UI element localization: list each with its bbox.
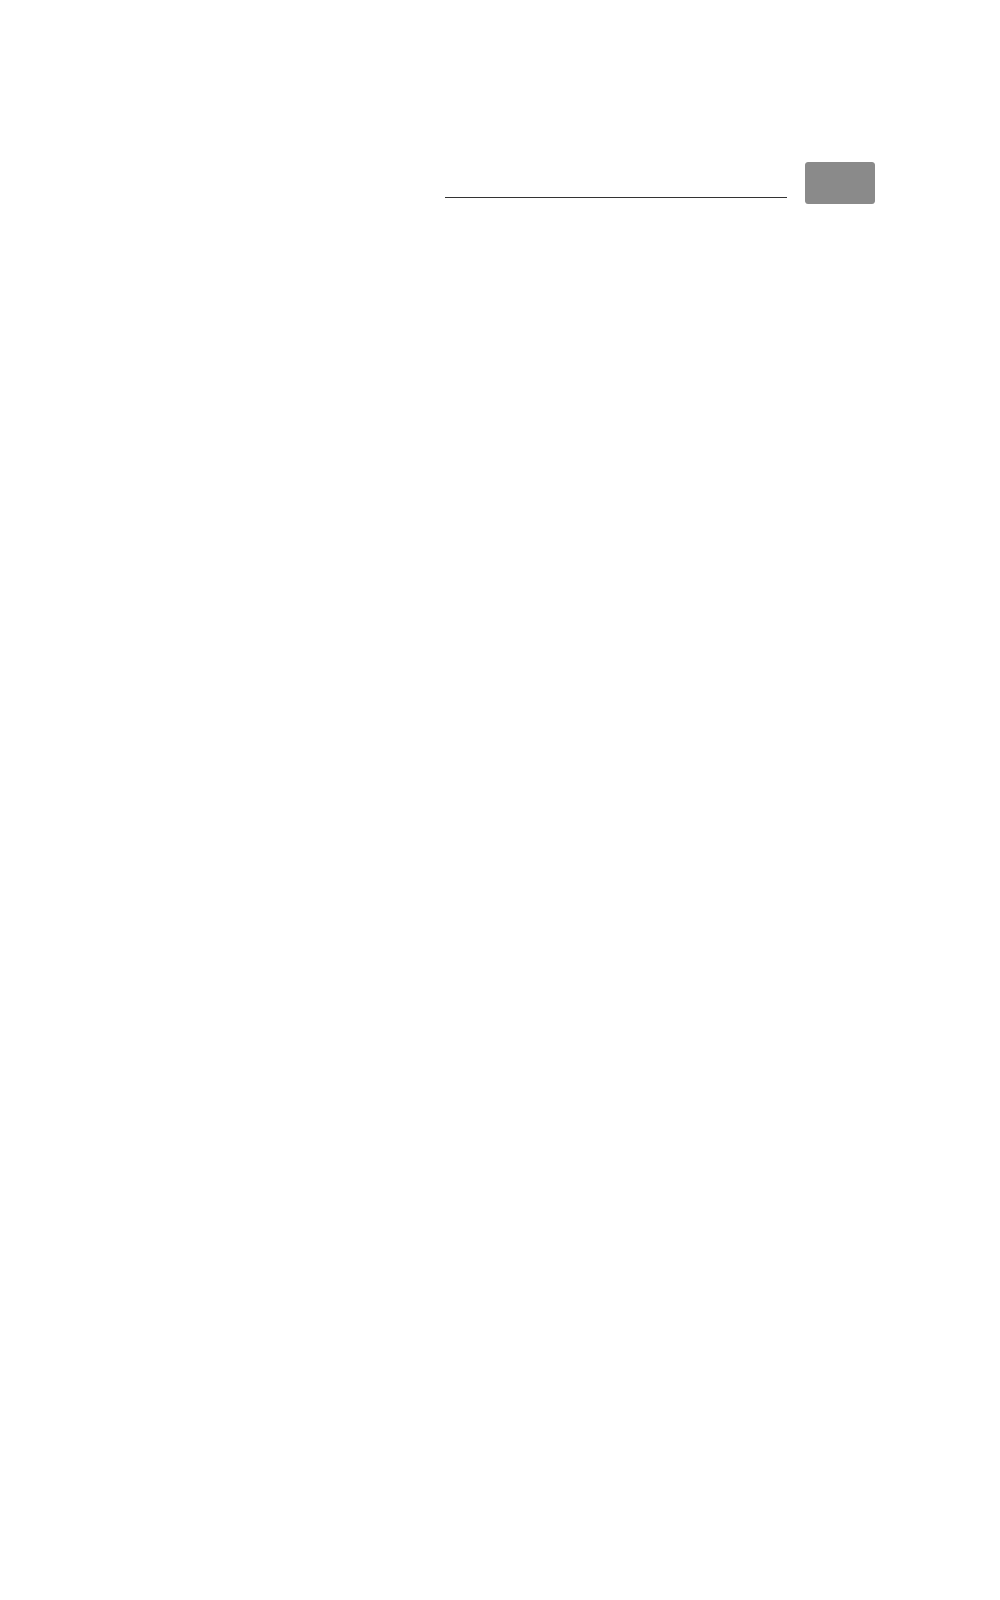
answer-content [72,222,882,224]
header-rule [445,197,787,198]
corner-watermark [890,1520,990,1590]
series-badge [805,162,875,204]
